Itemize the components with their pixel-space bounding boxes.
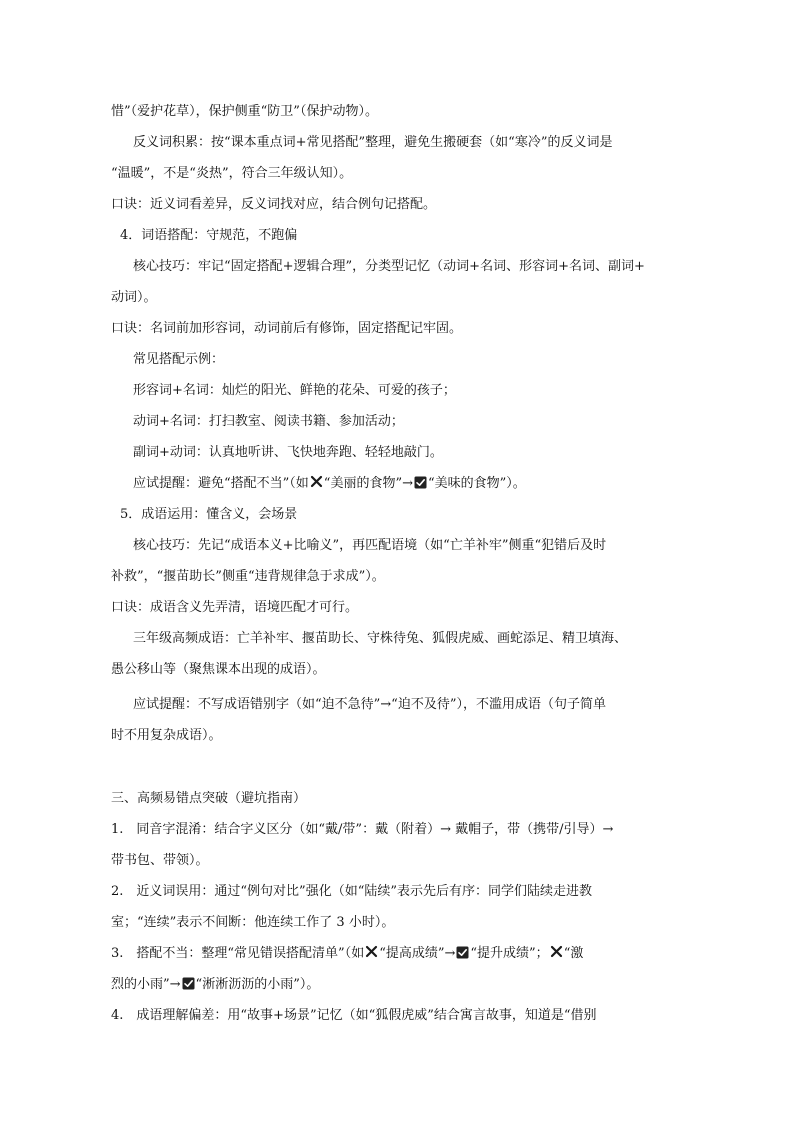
text-line — [0, 689, 794, 720]
text-line — [0, 96, 794, 127]
line-text: 愚公移山等（聚焦课本出现的成语）。 — [111, 662, 326, 677]
line-text: 2. 近义词误用：通过“例句对比”强化（如“陆续”表示先后有序：同学们陆续走进教 — [111, 884, 592, 899]
line-text: 口诀：近义词看差异，反义词找对应，结合例句记搭配。 — [111, 197, 437, 212]
text-line — [0, 158, 794, 189]
line-text: 副词+动词：认真地听讲、飞快地奔跑、轻轻地敲门。 — [133, 445, 443, 460]
line-text: 带书包、带领）。 — [111, 853, 209, 868]
text-line — [0, 907, 794, 938]
line-text: 应试提醒：不写成语错别字（如“迫不急待”→“迫不及待”），不滥用成语（句子简单 — [133, 697, 606, 712]
wrong-example-cont: 烈的小雨”→ — [111, 977, 181, 992]
text-line — [0, 720, 794, 751]
text-line — [0, 375, 794, 406]
text-line — [0, 437, 794, 468]
check-icon — [456, 940, 469, 953]
line-text: 形容词+名词：灿烂的阳光、鲜艳的花朵、可爱的孩子； — [133, 383, 456, 398]
right-example: “美味的食物”）。 — [427, 476, 526, 491]
tip-prefix: 应试提醒：避免“搭配不当”（如 — [133, 476, 309, 491]
list-item — [0, 938, 794, 969]
text-line — [0, 845, 794, 876]
section-heading — [0, 220, 794, 251]
check-icon — [182, 971, 195, 984]
heading-text: 三、高频易错点突破（避坑指南） — [111, 791, 307, 806]
wrong-example: “提高成绩”→ — [379, 946, 456, 961]
text-line — [0, 344, 794, 375]
line-text — [111, 969, 319, 1000]
text-line — [0, 127, 794, 158]
line-text: 室；“连续”表示不间断：他连续工作了 3 小时）。 — [111, 915, 395, 930]
line-text: “温暖”，不是“炎热”，符合三年级认知）。 — [111, 166, 353, 181]
heading-text: 4．词语搭配：守规范，不跑偏 — [120, 228, 298, 243]
heading-text: 5．成语运用：懂含义，会场景 — [120, 507, 298, 522]
right-example: “提升成绩”； — [470, 946, 549, 961]
line-text: 动词+名词：打扫教室、阅读书籍、参加活动； — [133, 414, 404, 429]
line-text — [133, 468, 526, 499]
text-line — [0, 530, 794, 561]
line-text: 1. 同音字混淆：结合字义区分（如“戴/带”：戴（附着）→ 戴帽子，带（携带/引导）→ — [111, 822, 614, 837]
section-heading — [0, 499, 794, 530]
line-text: 补救”，“揠苗助长”侧重“违背规律急于求成”）。 — [111, 569, 385, 584]
text-line — [0, 561, 794, 592]
cross-icon — [365, 939, 378, 952]
line-text: 口诀：成语含义先弄清，语境匹配才可行。 — [111, 600, 359, 615]
text-line — [0, 251, 794, 282]
line-text: 4. 成语理解偏差：用“故事+场景”记忆（如“狐假虎威”结合寓言故事，知道是“借别 — [111, 1008, 597, 1023]
text-line — [0, 406, 794, 437]
check-icon — [414, 470, 427, 483]
cross-icon — [550, 939, 563, 952]
text-line — [0, 623, 794, 654]
wrong-example: “美丽的食物”→ — [323, 476, 413, 491]
list-item — [0, 1000, 794, 1031]
text-line — [0, 313, 794, 344]
section-heading — [0, 783, 794, 814]
line-text: 动词）。 — [111, 290, 157, 305]
list-item — [0, 814, 794, 845]
text-line — [0, 189, 794, 220]
line-text: 三年级高频成语：亡羊补牢、揠苗助长、守株待兔、狐假虎威、画蛇添足、精卫填海、 — [133, 631, 628, 646]
list-item — [0, 876, 794, 907]
line-text: 时不用复杂成语）。 — [111, 728, 222, 743]
line-text: 核心技巧：牢记“固定搭配+逻辑合理”，分类型记忆（动词+名词、形容词+名词、副词+ — [133, 259, 645, 274]
text-line — [0, 592, 794, 623]
cross-icon — [310, 469, 323, 482]
text-line — [0, 654, 794, 685]
line-text: 反义词积累：按“课本重点词+常见搭配”整理，避免生搬硬套（如“寒冷”的反义词是 — [133, 135, 613, 150]
exam-tip-line — [0, 468, 794, 499]
text-line — [0, 282, 794, 313]
line-text: 口诀：名词前加形容词，动词前后有修饰，固定搭配记牢固。 — [111, 321, 463, 336]
right-example: “淅淅沥沥的小雨”）。 — [195, 977, 320, 992]
line-text: 惜”（爱护花草），保护侧重“防卫”（保护动物）。 — [111, 104, 378, 119]
item-prefix: 3. 搭配不当：整理“常见错误搭配清单”（如 — [111, 946, 365, 961]
line-text: 核心技巧：先记“成语本义+比喻义”，再匹配语境（如“亡羊补牢”侧重“犯错后及时 — [133, 538, 607, 553]
wrong-example: “激 — [563, 946, 584, 961]
line-text: 常见搭配示例： — [133, 352, 225, 367]
line-text — [111, 938, 583, 969]
text-line — [0, 969, 794, 1000]
